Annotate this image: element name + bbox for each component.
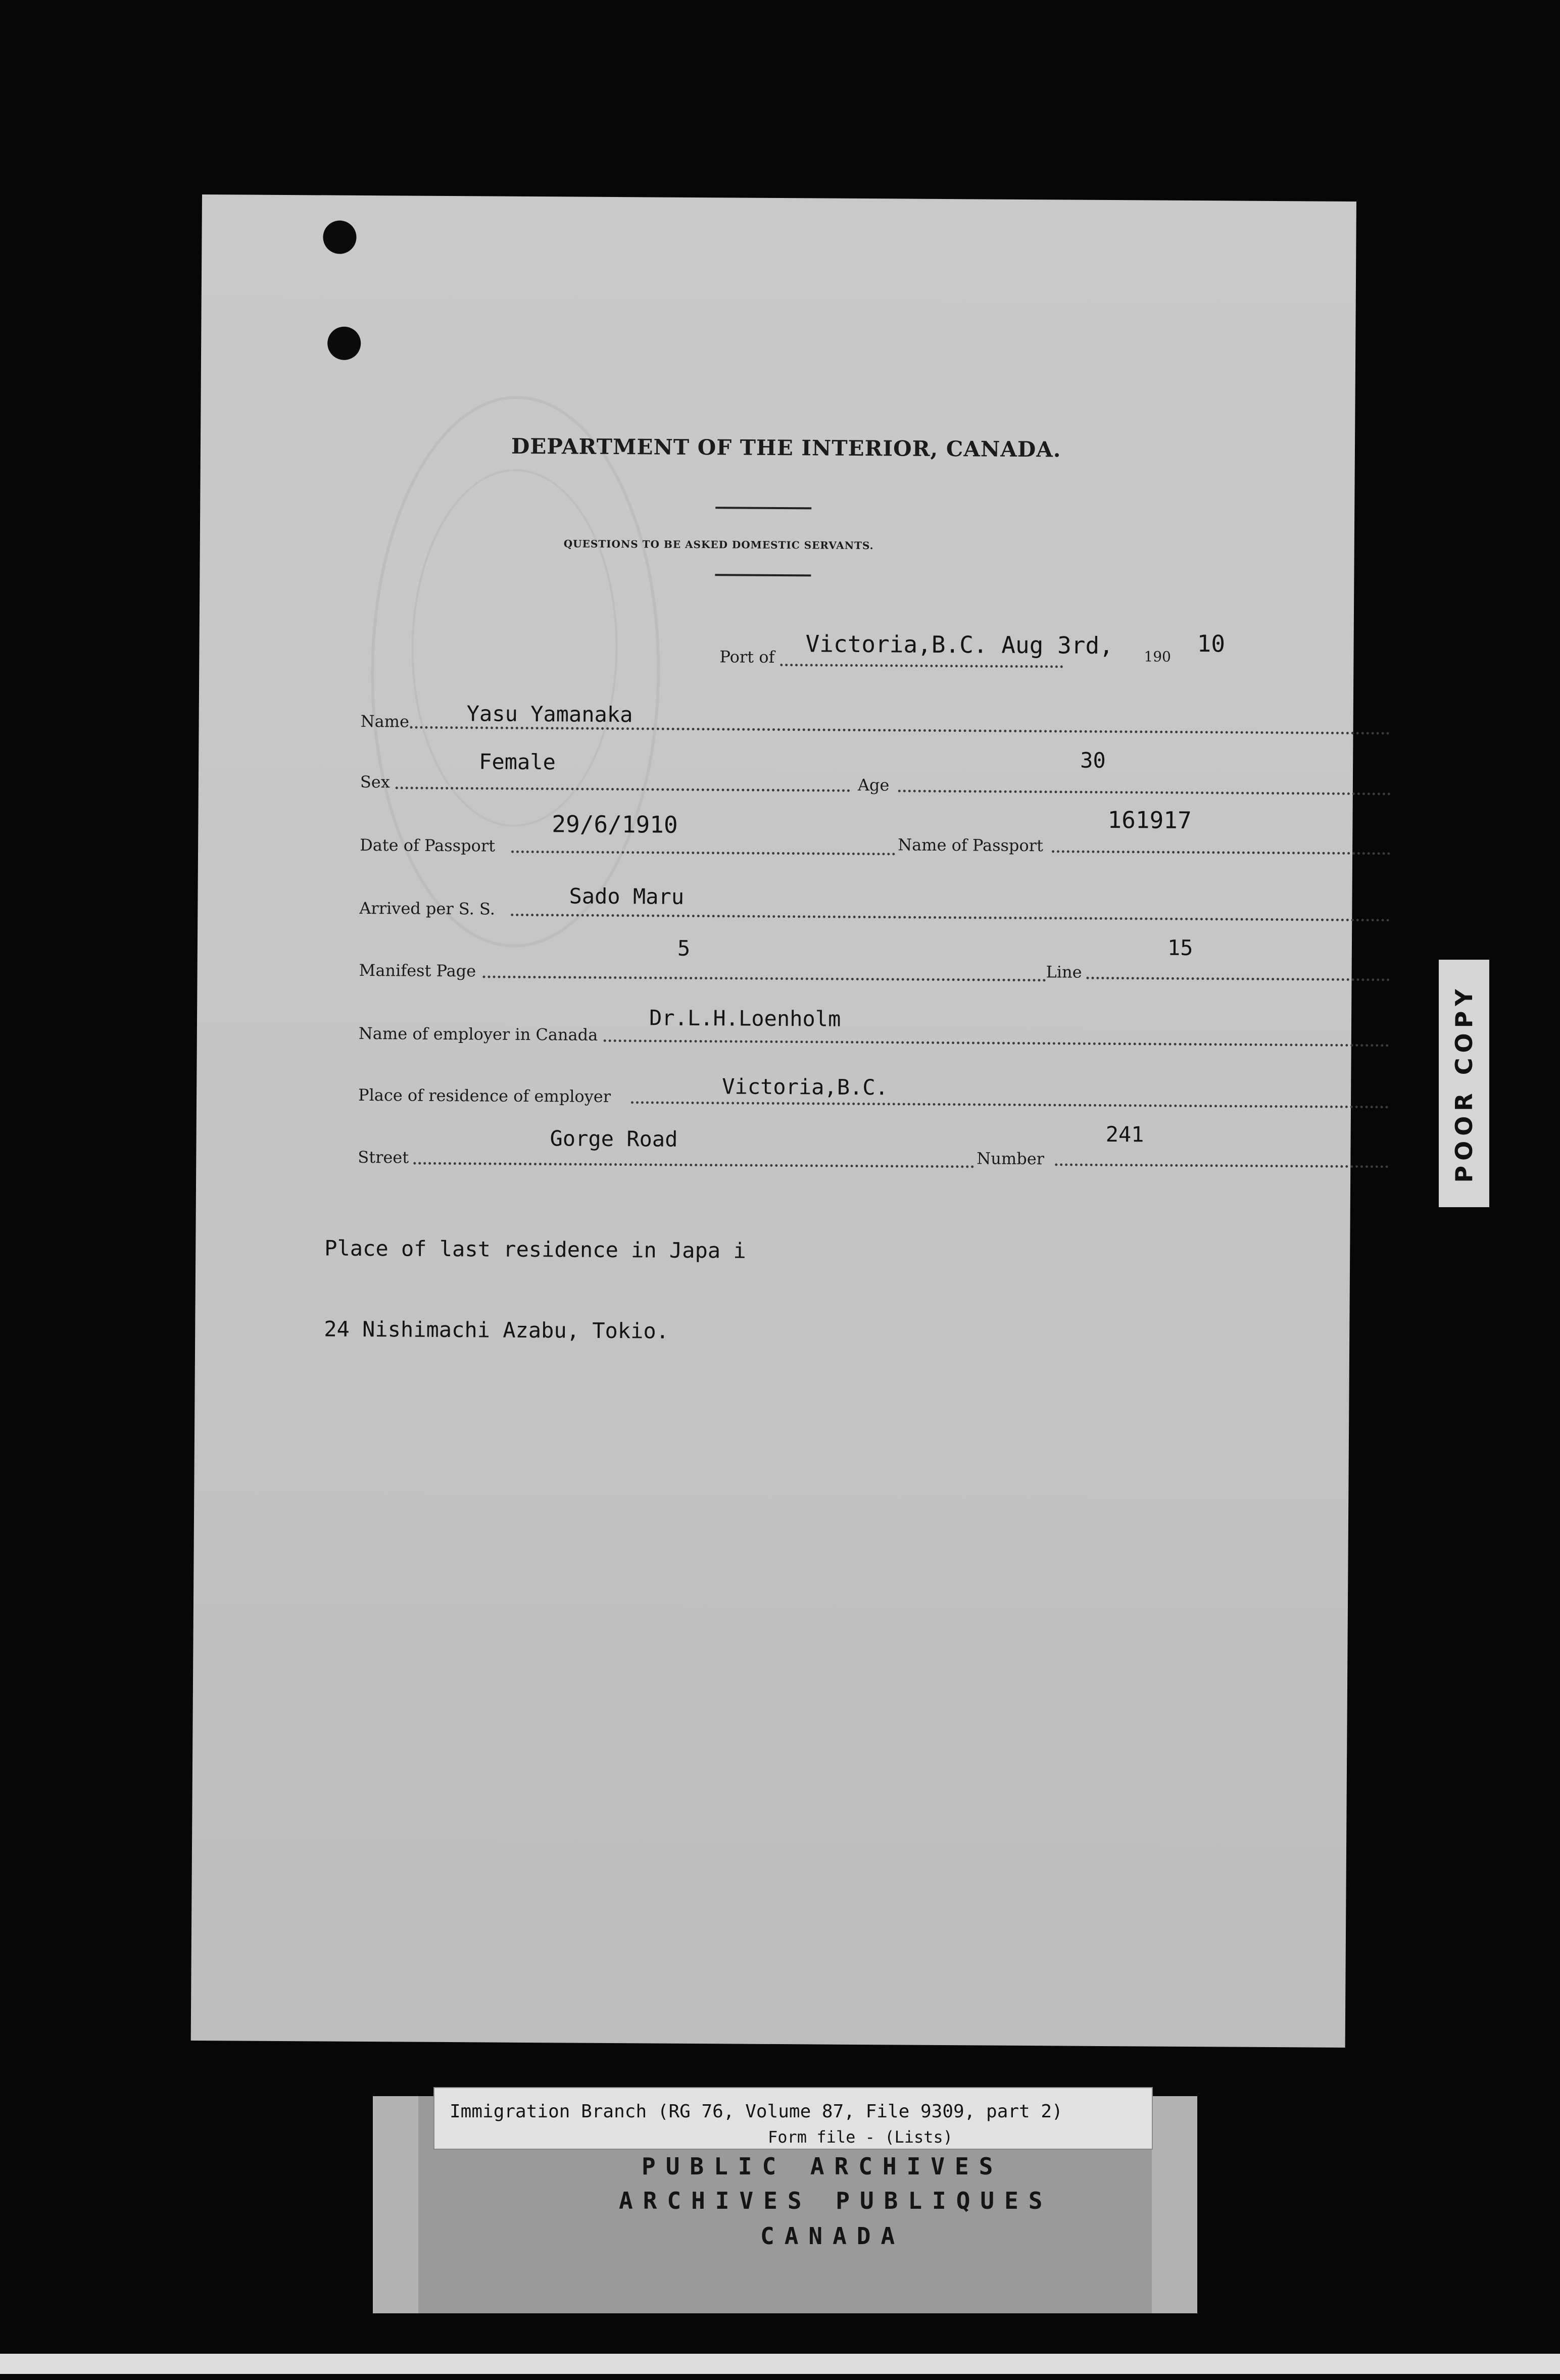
age-label: Age bbox=[857, 775, 890, 795]
number-value: 241 bbox=[1105, 1121, 1144, 1147]
name-of-passport-label: Name of Passport bbox=[898, 835, 1044, 856]
archive-stamp-right-edge bbox=[1152, 2096, 1197, 2313]
date-of-passport-value: 29/6/1910 bbox=[552, 810, 678, 838]
street-value: Gorge Road bbox=[550, 1126, 678, 1152]
arrived-per-dots bbox=[511, 914, 1390, 922]
street-dots bbox=[413, 1162, 974, 1168]
age-dots bbox=[898, 789, 1391, 795]
archive-line-1: PUBLIC ARCHIVES bbox=[642, 2153, 1003, 2180]
form-document bbox=[191, 194, 1356, 2048]
poor-copy-stamp bbox=[1439, 960, 1489, 1207]
film-edge-strip bbox=[0, 2354, 1560, 2374]
sex-value: Female bbox=[479, 749, 556, 775]
employer-residence-value: Victoria,B.C. bbox=[722, 1074, 889, 1100]
subheader-rule bbox=[715, 574, 811, 576]
punch-hole bbox=[323, 220, 356, 254]
year-suffix: 10 bbox=[1197, 630, 1226, 658]
archive-line-3: CANADA bbox=[760, 2222, 905, 2250]
name-label: Name bbox=[360, 711, 410, 731]
line-value: 15 bbox=[1167, 935, 1193, 961]
manifest-page-dots bbox=[483, 975, 1046, 981]
number-label: Number bbox=[977, 1149, 1045, 1169]
number-dots bbox=[1055, 1163, 1388, 1168]
poor-copy-text: POOR COPY bbox=[1450, 984, 1478, 1183]
arrived-per-value: Sado Maru bbox=[569, 883, 685, 909]
form-header: DEPARTMENT OF THE INTERIOR, CANADA. bbox=[511, 433, 1061, 462]
punch-hole bbox=[327, 327, 361, 360]
street-label: Street bbox=[358, 1147, 409, 1167]
sex-label: Sex bbox=[360, 772, 390, 792]
port-dots bbox=[780, 664, 1063, 668]
age-value: 30 bbox=[1080, 748, 1106, 773]
employer-residence-label: Place of residence of employer bbox=[358, 1085, 611, 1106]
employer-value: Dr.L.H.Loenholm bbox=[649, 1005, 841, 1031]
archive-line-2: ARCHIVES PUBLIQUES bbox=[619, 2187, 1053, 2214]
arrived-per-label: Arrived per S. S. bbox=[359, 898, 496, 919]
name-of-passport-value: 161917 bbox=[1107, 806, 1192, 834]
last-residence-value: 24 Nishimachi Azabu, Tokio. bbox=[324, 1316, 669, 1344]
port-value: Victoria,B.C. Aug 3rd, bbox=[805, 630, 1114, 660]
date-of-passport-label: Date of Passport bbox=[360, 835, 496, 856]
port-label: Port of bbox=[719, 647, 775, 667]
name-value: Yasu Yamanaka bbox=[466, 701, 633, 727]
line-dots bbox=[1087, 977, 1390, 981]
line-label: Line bbox=[1046, 962, 1082, 982]
manifest-page-label: Manifest Page bbox=[359, 960, 476, 981]
year-prefix: 190 bbox=[1144, 648, 1171, 665]
employer-residence-dots bbox=[631, 1101, 1389, 1108]
last-residence-label: Place of last residence in Japa i bbox=[324, 1235, 746, 1263]
header-rule bbox=[715, 507, 811, 509]
archive-stamp-left-edge bbox=[373, 2096, 418, 2313]
employer-label: Name of employer in Canada bbox=[358, 1023, 598, 1045]
archive-form-file: Form file - (Lists) bbox=[768, 2127, 953, 2147]
form-subheader: QUESTIONS TO BE ASKED DOMESTIC SERVANTS. bbox=[563, 537, 874, 552]
employer-dots bbox=[604, 1039, 1389, 1047]
manifest-page-value: 5 bbox=[677, 935, 691, 961]
name-of-passport-dots bbox=[1052, 850, 1390, 855]
archive-reference: Immigration Branch (RG 76, Volume 87, File 9309, part 2) bbox=[450, 2101, 1063, 2122]
